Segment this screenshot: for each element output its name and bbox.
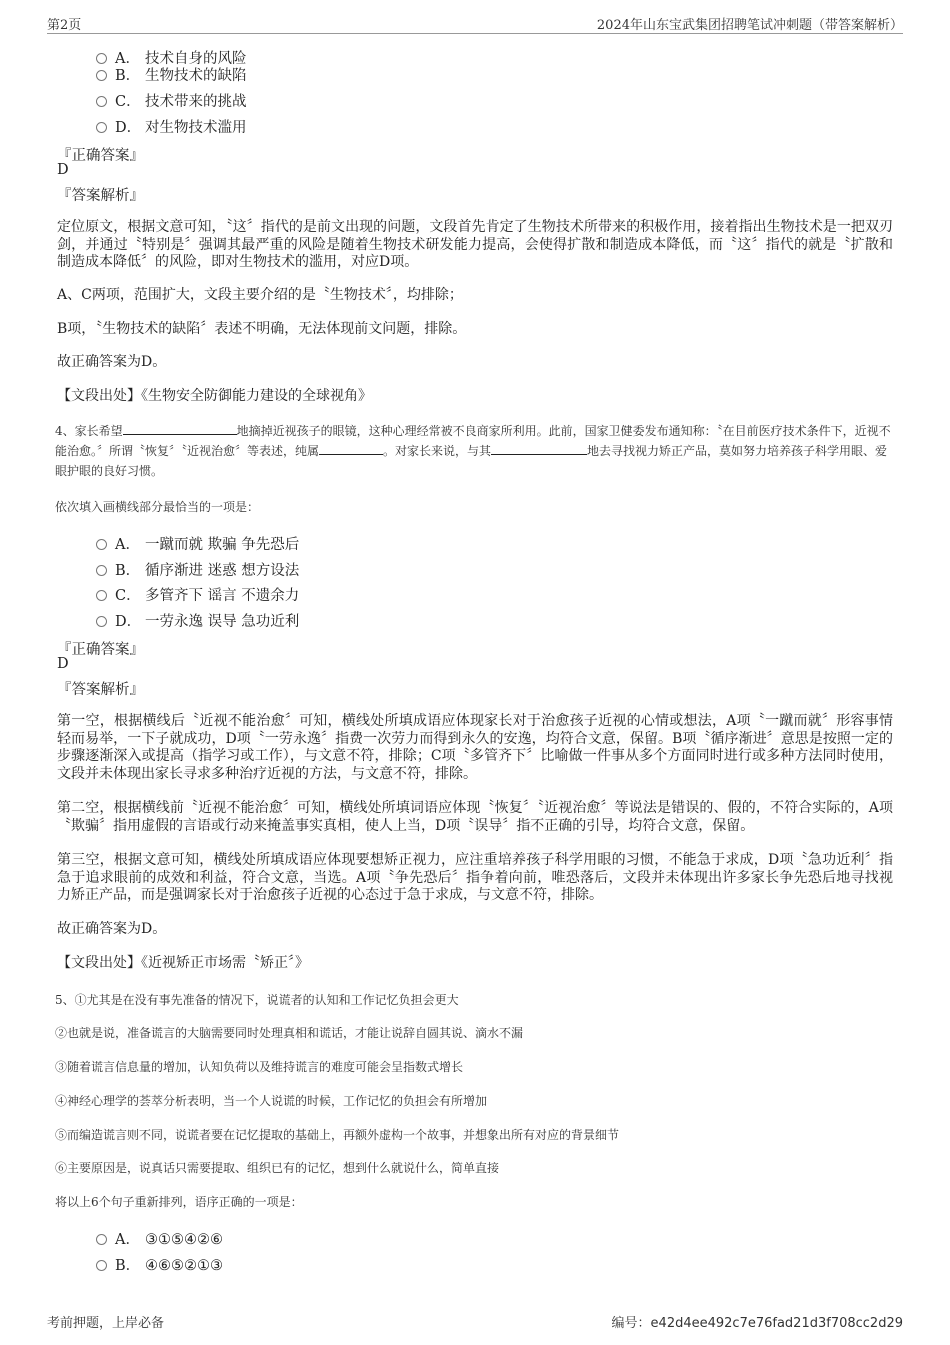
q3-analysis-label: 『答案解析』 <box>57 188 144 204</box>
q3-option-b[interactable]: B． 生物技术的缺陷 <box>96 64 247 85</box>
q4-option-c[interactable]: C． 多管齐下 谣言 不遗余力 <box>96 584 299 605</box>
radio-icon[interactable] <box>96 565 107 576</box>
q3-option-d[interactable]: D． 对生物技术滥用 <box>96 116 247 137</box>
radio-icon[interactable] <box>96 96 107 107</box>
radio-icon[interactable] <box>96 53 107 64</box>
radio-icon[interactable] <box>96 122 107 133</box>
q4-option-d[interactable]: D． 一劳永逸 误导 急功近利 <box>96 610 299 631</box>
radio-icon[interactable] <box>96 616 107 627</box>
q4-option-a[interactable]: A． 一蹴而就 欺骗 争先恐后 <box>96 533 299 554</box>
q4-conclusion: 故正确答案为D。 <box>57 921 167 937</box>
q4-stem: 4、家长希望 地摘掉近视孩子的眼镜，这种心理经常被不良商家所利用。此前，国家卫健委发布通知称：〝在目前医疗技术条件下，近视不能治愈。〞所谓〝恢复〞〝近视治愈〞等表述，纯属 。对家长来说，与其 地去寻找视力矫正产品，莫如努力培养孩子科学用眼、爱眼护眼的良好习惯。 <box>55 424 891 478</box>
fill-blank <box>491 443 587 455</box>
q4-analysis-label: 『答案解析』 <box>57 682 144 698</box>
q3-analysis-paragraph: B项，〝生物技术的缺陷〞表述不明确，无法体现前文问题，排除。 <box>57 321 467 337</box>
q5-option-b[interactable]: B． ④⑥⑤②①③ <box>96 1254 223 1275</box>
q4-answer: D <box>57 656 69 672</box>
radio-icon[interactable] <box>96 539 107 550</box>
q3-answer: D <box>57 162 69 178</box>
q3-conclusion: 故正确答案为D。 <box>57 354 167 370</box>
page-header <box>47 10 903 34</box>
fill-blank <box>123 423 237 435</box>
q5-statement: ③随着谎言信息量的增加，认知负荷以及维持谎言的难度可能会呈指数式增长 <box>55 1060 464 1074</box>
document-title: 2024年山东宝武集团招聘笔试冲刺题（带答案解析） <box>596 18 903 33</box>
q3-answer-label: 『正确答案』 <box>57 148 144 164</box>
q4-analysis-paragraph: 第二空，根据横线前〝近视不能治愈〞可知，横线处所填词语应体现〝恢复〞〝近视治愈〞等说法是错误的、假的，不符合实际的，A项〝欺骗〞指用虚假的言语或行动来掩盖事实真相，使人上当，D项〝误导〞指不正确的引导，均符合文意，保留。 <box>57 800 893 834</box>
q5-statement: ⑤而编造谎言则不同，说谎者要在记忆提取的基础上，再额外虚构一个故事，并想象出所有对应的背景细节 <box>55 1128 620 1142</box>
q5-statement: 5、①尤其是在没有事先准备的情况下，说谎者的认知和工作记忆负担会更大 <box>55 993 459 1007</box>
document-code: 编号：e42d4ee492c7e76fad21d3f708cc2d29 <box>611 1316 903 1331</box>
radio-icon[interactable] <box>96 590 107 601</box>
radio-icon[interactable] <box>96 1260 107 1271</box>
q5-option-a[interactable]: A． ③①⑤④②⑥ <box>96 1228 223 1249</box>
q4-source: 【文段出处】《近视矫正市场需〝矫正〞》 <box>57 955 309 971</box>
q3-analysis-paragraph: A、C两项，范围扩大，文段主要介绍的是〝生物技术〞，均排除； <box>57 287 463 303</box>
q5-statement: ②也就是说，准备谎言的大脑需要同时处理真相和谎话，才能让说辞自圆其说、滴水不漏 <box>55 1026 524 1040</box>
radio-icon[interactable] <box>96 1234 107 1245</box>
radio-icon[interactable] <box>96 70 107 81</box>
q5-prompt: 将以上6个句子重新排列，语序正确的一项是： <box>55 1195 303 1209</box>
fill-blank <box>319 443 383 455</box>
q4-analysis-paragraph: 第三空，根据文意可知，横线处所填成语应体现要想矫正视力，应注重培养孩子科学用眼的习惯，不能急于求成，D项〝急功近利〞指急于追求眼前的成效和利益，符合文意，当选。A项〝争先恐后〞指争着向前，唯恐落后，文段并未体现出许多家长争先恐后地寻找视力矫正产品，而是强调家长对于治愈孩子近视的心态过于急于求成，与文意不符，排除。 <box>57 852 893 903</box>
page-number: 第2页 <box>47 18 82 33</box>
q3-option-c[interactable]: C． 技术带来的挑战 <box>96 90 247 111</box>
page-footer <box>47 1312 903 1331</box>
q3-option-a[interactable]: A． 技术自身的风险 <box>96 47 247 68</box>
footer-slogan: 考前押题，上岸必备 <box>47 1316 165 1331</box>
q3-source: 【文段出处】《生物安全防御能力建设的全球视角》 <box>57 388 372 404</box>
q4-option-b[interactable]: B． 循序渐进 迷惑 想方设法 <box>96 559 299 580</box>
q5-statement: ⑥主要原因是，说真话只需要提取、组织已有的记忆，想到什么就说什么，简单直接 <box>55 1161 500 1175</box>
q4-prompt: 依次填入画横线部分最恰当的一项是： <box>55 500 260 514</box>
q4-analysis-paragraph: 第一空，根据横线后〝近视不能治愈〞可知，横线处所填成语应体现家长对于治愈孩子近视的心情或想法，A项〝一蹴而就〞形容事情轻而易举，一下子就成功，D项〝一劳永逸〞指费一次劳力而得到永久的安逸，均符合文意，保留。B项〝循序渐进〞意思是按照一定的步骤逐渐深入或提高（指学习或工作），与文意不符，排除；C项〝多管齐下〞比喻做一件事从多个方面同时进行或多种方法同时使用，文段并未体现出家长寻求多种治疗近视的方法，与文意不符，排除。 <box>57 713 893 782</box>
q3-analysis-paragraph: 定位原文，根据文意可知，〝这〞指代的是前文出现的问题，文段首先肯定了生物技术所带来的积极作用，接着指出生物技术是一把双刃剑，并通过〝特别是〞强调其最严重的风险是随着生物技术研发能力提高，会使得扩散和制造成本降低，而〝这〞指代的就是〝扩散和制造成本降低〞的风险，即对生物技术的滥用，对应D项。 <box>57 219 893 270</box>
q4-answer-label: 『正确答案』 <box>57 642 144 658</box>
q5-statement: ④神经心理学的荟萃分析表明，当一个人说谎的时候，工作记忆的负担会有所增加 <box>55 1094 488 1108</box>
